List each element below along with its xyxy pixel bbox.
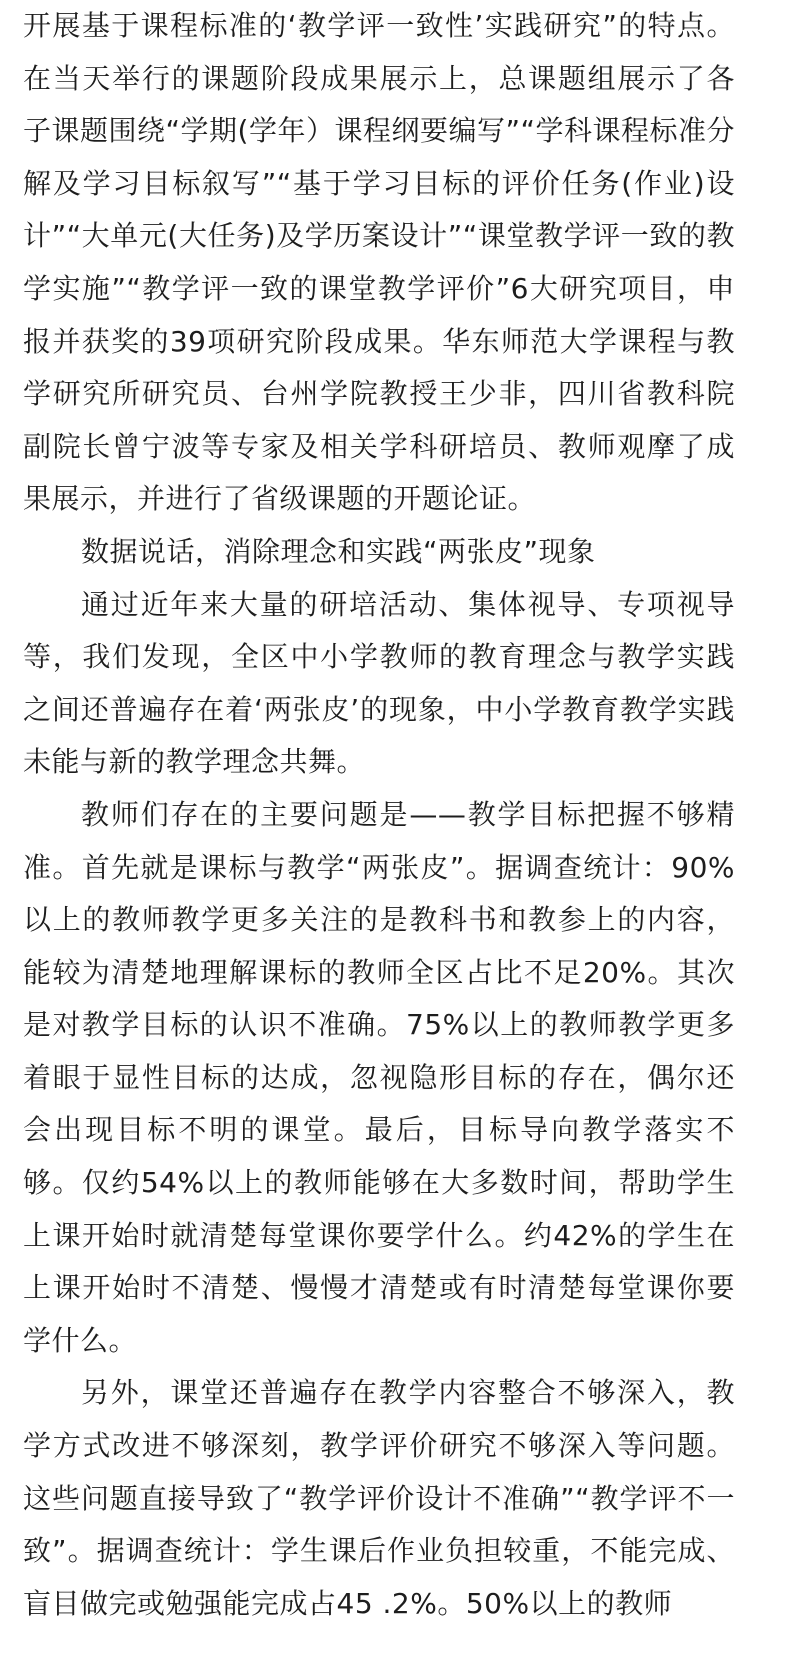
paragraph-4: 教师们存在的主要问题是——教学目标把握不够精准。首先就是课标与教学“两张皮”。据调查统计：90%以上的教师教学更多关注的是教科书和教参上的内容，能较为清楚地理解课标的教师全区占比不足20%。其次是对教学目标的认识不准确。75%以上的教师教学更多着眼于显性目标的达成，忽视隐形目标的存在，偶尔还会出现目标不明的课堂。最后，目标导向教学落实不够。仅约54%以上的教师能够在大多数时间，帮助学生上课开始时就清楚每堂课你要学什么。约42%的学生在上课开始时不清楚、慢慢才清楚或有时清楚每堂课你要学什么。 bbox=[23, 797, 735, 1357]
paragraph-3: 通过近年来大量的研培活动、集体视导、专项视导等，我们发现，全区中小学教师的教育理念与教学实践之间还普遍存在着‘两张皮’的现象，中小学教育教学实践未能与新的教学理念共舞。 bbox=[23, 587, 735, 779]
section-heading: 数据说话，消除理念和实践“两张皮”现象 bbox=[81, 534, 596, 568]
article-body bbox=[23, 0, 735, 1630]
paragraph-1: 开展基于课程标准的‘教学评一致性’实践研究”的特点。在当天举行的课题阶段成果展示上，总课题组展示了各子课题围绕“学期(学年）课程纲要编写”“学科课程标准分解及学习目标叙写”“基于学习目标的评价任务(作业)设计”“大单元(大任务)及学历案设计”“课堂教学评一致的教学实施”“教学评一致的课堂教学评价”6大研究项目，申报并获奖的39项研究阶段成果。华东师范大学课程与教学研究所研究员、台州学院教授王少非，四川省教科院副院长曾宁波等专家及相关学科研培员、教师观摩了成果展示，并进行了省级课题的开题论证。 bbox=[23, 9, 735, 516]
paragraph-5: 另外，课堂还普遍存在教学内容整合不够深入，教学方式改进不够深刻，教学评价研究不够深入等问题。这些问题直接导致了“教学评价设计不准确”“教学评不一致”。据调查统计：学生课后作业负担较重，不能完成、盲目做完或勉强能完成占45 .2%。50%以上的教师 bbox=[23, 1376, 735, 1620]
